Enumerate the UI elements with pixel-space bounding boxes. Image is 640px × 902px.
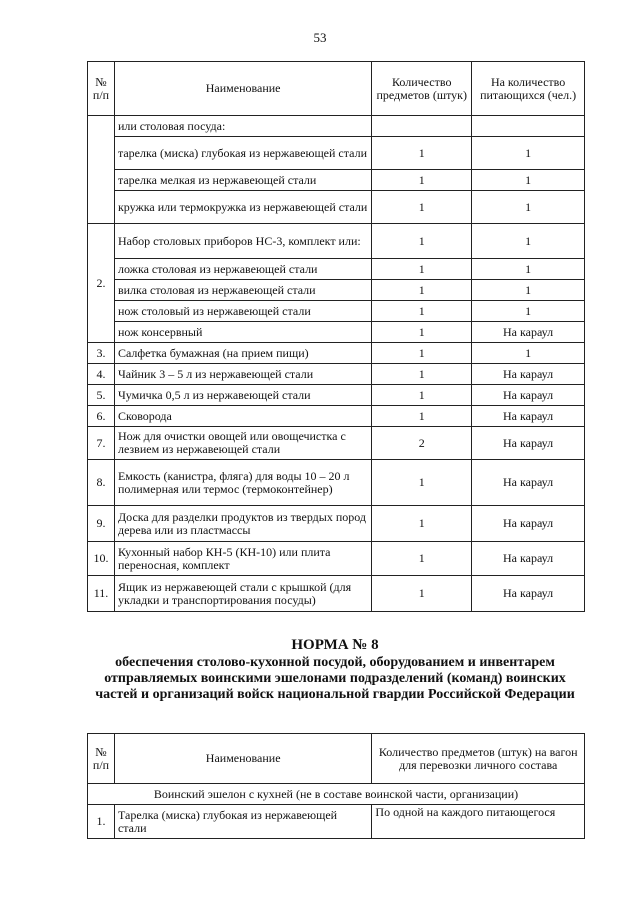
table-row	[88, 170, 585, 191]
item-per-persons: 1	[472, 224, 585, 259]
item-quantity: 1	[372, 322, 472, 343]
item-quantity: 1	[372, 224, 472, 259]
row-number: 2.	[88, 224, 115, 343]
item-name: Емкость (канистра, фляга) для воды 10 – 20 л полимерная или термос (термоконтейнер)	[114, 460, 371, 506]
item-per-persons: На караул	[472, 460, 585, 506]
item-name: Сковорода	[114, 406, 371, 427]
item-quantity: 1	[372, 301, 472, 322]
section-title: Воинский эшелон с кухней (не в составе воинской части, организации)	[88, 784, 585, 805]
item-name: Доска для разделки продуктов из твердых пород дерева или из пластмассы	[114, 506, 371, 542]
section-row	[88, 784, 585, 805]
item-name: Чайник 3 – 5 л из нержавеющей стали	[114, 364, 371, 385]
item-quantity: 1	[372, 191, 472, 224]
item-quantity: 1	[372, 259, 472, 280]
item-quantity: 1	[372, 343, 472, 364]
item-per-persons: На караул	[472, 364, 585, 385]
item-name: Чумичка 0,5 л из нержавеющей стали	[114, 385, 371, 406]
table-row	[88, 805, 585, 839]
item-quantity: По одной на каждого питающегося	[372, 805, 585, 839]
page-number: 53	[313, 30, 327, 45]
item-per-persons: На караул	[472, 506, 585, 542]
row-number: 9.	[88, 506, 115, 542]
equipment-table-continued	[87, 61, 585, 612]
item-per-persons: На караул	[472, 427, 585, 460]
table-row	[88, 385, 585, 406]
norma-subtitle: обеспечения столово-кухонной посудой, оборудованием и инвентарем отправляемых воинскими эшелонами подразделений (команд) воинских частей и организаций войск национальной гвардии Российской Федерации	[95, 655, 575, 702]
row-number: 11.	[88, 576, 115, 612]
item-name: вилка столовая из нержавеющей стали	[114, 280, 371, 301]
norma-title: НОРМА № 8	[291, 637, 379, 653]
item-per-persons: 1	[472, 343, 585, 364]
item-name: ложка столовая из нержавеющей стали	[114, 259, 371, 280]
item-name: Ящик из нержавеющей стали с крышкой (для укладки и транспортирования посуды)	[114, 576, 371, 612]
item-quantity: 1	[372, 542, 472, 576]
row-number: 7.	[88, 427, 115, 460]
table-row	[88, 259, 585, 280]
row-number: 8.	[88, 460, 115, 506]
table-row	[88, 322, 585, 343]
header-quantity-per-wagon: Количество предметов (штук) на вагон для перевозки личного состава	[372, 734, 585, 784]
item-per-persons: 1	[472, 259, 585, 280]
item-quantity: 2	[372, 427, 472, 460]
header-number: № п/п	[88, 62, 115, 116]
table-row	[88, 301, 585, 322]
table-row	[88, 191, 585, 224]
row-number: 10.	[88, 542, 115, 576]
item-per-persons: 1	[472, 137, 585, 170]
item-per-persons: 1	[472, 280, 585, 301]
header-quantity: Количество предметов (штук)	[372, 62, 472, 116]
row-number	[88, 116, 115, 224]
header-number: № п/п	[88, 734, 115, 784]
table-row	[88, 343, 585, 364]
item-quantity: 1	[372, 576, 472, 612]
item-name: кружка или термокружка из нержавеющей стали	[114, 191, 371, 224]
item-quantity: 1	[372, 506, 472, 542]
row-number: 4.	[88, 364, 115, 385]
table-header-row	[88, 62, 585, 116]
table-row	[88, 427, 585, 460]
item-quantity: 1	[372, 460, 472, 506]
item-name: или столовая посуда:	[114, 116, 371, 137]
table-row	[88, 116, 585, 137]
item-name: тарелка (миска) глубокая из нержавеющей стали	[114, 137, 371, 170]
item-per-persons: 1	[472, 301, 585, 322]
item-per-persons: 1	[472, 191, 585, 224]
equipment-table-norma-8	[87, 733, 585, 839]
table-row	[88, 406, 585, 427]
item-quantity: 1	[372, 280, 472, 301]
item-per-persons: На караул	[472, 322, 585, 343]
table-row	[88, 576, 585, 612]
item-per-persons	[472, 116, 585, 137]
item-quantity: 1	[372, 385, 472, 406]
table-row	[88, 542, 585, 576]
item-name: Тарелка (миска) глубокая из нержавеющей стали	[114, 805, 371, 839]
item-name: Кухонный набор КН-5 (КН-10) или плита переносная, комплект	[114, 542, 371, 576]
item-name: Нож для очистки овощей или овощечистка с лезвием из нержавеющей стали	[114, 427, 371, 460]
header-name: Наименование	[114, 62, 371, 116]
table-row	[88, 364, 585, 385]
item-quantity: 1	[372, 406, 472, 427]
item-quantity: 1	[372, 170, 472, 191]
item-quantity: 1	[372, 137, 472, 170]
item-name: Набор столовых приборов НС-3, комплект или:	[114, 224, 371, 259]
item-per-persons: 1	[472, 170, 585, 191]
row-number: 3.	[88, 343, 115, 364]
table-row	[88, 506, 585, 542]
item-per-persons: На караул	[472, 576, 585, 612]
item-per-persons: На караул	[472, 542, 585, 576]
table-row	[88, 224, 585, 259]
item-name: тарелка мелкая из нержавеющей стали	[114, 170, 371, 191]
item-name: нож консервный	[114, 322, 371, 343]
table-header-row	[88, 734, 585, 784]
item-quantity	[372, 116, 472, 137]
item-quantity: 1	[372, 364, 472, 385]
item-per-persons: На караул	[472, 385, 585, 406]
row-number: 1.	[88, 805, 115, 839]
table-row	[88, 460, 585, 506]
item-name: Салфетка бумажная (на прием пищи)	[114, 343, 371, 364]
row-number: 5.	[88, 385, 115, 406]
item-per-persons: На караул	[472, 406, 585, 427]
item-name: нож столовый из нержавеющей стали	[114, 301, 371, 322]
header-name: Наименование	[114, 734, 371, 784]
table-row	[88, 137, 585, 170]
table-row	[88, 280, 585, 301]
header-per-persons: На количество питающихся (чел.)	[472, 62, 585, 116]
row-number: 6.	[88, 406, 115, 427]
